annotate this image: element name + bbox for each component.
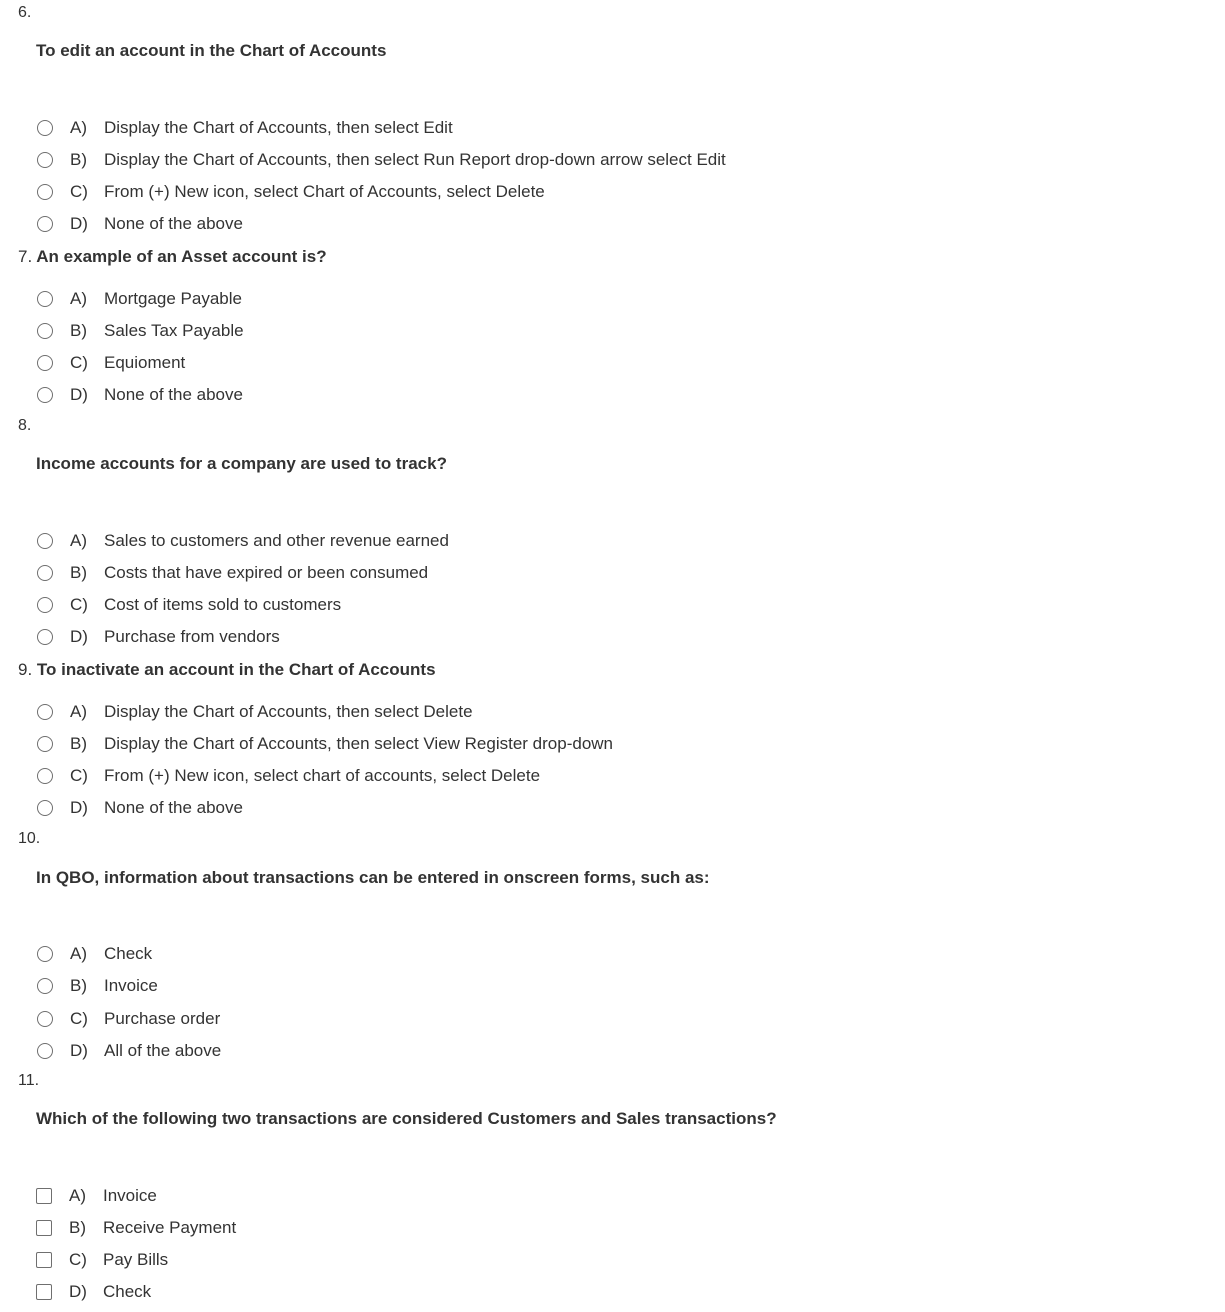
answer-option[interactable] <box>36 148 726 172</box>
option-letter: D) <box>70 385 88 404</box>
option-label: Display the Chart of Accounts, then select Delete <box>104 702 473 721</box>
option-label: Sales to customers and other revenue earned <box>104 531 449 550</box>
option-label: None of the above <box>104 385 243 404</box>
question-heading <box>18 246 327 268</box>
option-label: Display the Chart of Accounts, then select Run Report drop-down arrow select Edit <box>104 150 726 169</box>
answer-option[interactable] <box>36 974 158 998</box>
answer-option[interactable] <box>36 116 453 140</box>
answer-option[interactable] <box>36 625 280 649</box>
option-label: Purchase from vendors <box>104 627 280 646</box>
option-label: Invoice <box>103 1186 157 1205</box>
radio-button[interactable] <box>37 704 53 720</box>
radio-button[interactable] <box>37 736 53 752</box>
option-letter: B) <box>70 563 87 582</box>
radio-button[interactable] <box>37 533 53 549</box>
checkbox[interactable] <box>36 1188 52 1204</box>
option-letter: B) <box>70 150 87 169</box>
option-letter: D) <box>70 798 88 817</box>
question-text: Which of the following two transactions are considered Customers and Sales transactions? <box>36 1109 777 1128</box>
option-label: Check <box>103 1282 152 1301</box>
answer-option[interactable] <box>36 1184 157 1208</box>
answer-option[interactable] <box>36 1248 168 1272</box>
option-label: All of the above <box>104 1041 222 1060</box>
answer-option[interactable] <box>36 1039 221 1063</box>
option-letter: C) <box>70 1009 88 1028</box>
radio-button[interactable] <box>37 1011 53 1027</box>
answer-option[interactable] <box>36 351 185 375</box>
question-number: 10. <box>18 830 41 847</box>
option-label: Invoice <box>104 976 158 995</box>
radio-button[interactable] <box>37 291 53 307</box>
radio-button[interactable] <box>37 768 53 784</box>
radio-button[interactable] <box>37 216 53 232</box>
question-number: 9. <box>18 660 33 679</box>
option-letter: D) <box>70 1041 88 1060</box>
option-label: None of the above <box>104 214 243 233</box>
answer-option[interactable] <box>36 942 152 966</box>
answer-option[interactable] <box>36 764 540 788</box>
question-number: 7. <box>18 247 33 266</box>
option-label: Cost of items sold to customers <box>104 595 342 614</box>
option-letter: A) <box>69 1186 86 1205</box>
question-text: Income accounts for a company are used to track? <box>36 454 447 473</box>
answer-option[interactable] <box>36 732 613 756</box>
radio-button[interactable] <box>37 978 53 994</box>
option-letter: A) <box>70 118 87 137</box>
option-label: From (+) New icon, select chart of accounts, select Delete <box>104 766 541 785</box>
answer-option[interactable] <box>36 212 243 236</box>
radio-button[interactable] <box>37 800 53 816</box>
checkbox[interactable] <box>36 1252 52 1268</box>
option-letter: C) <box>69 1250 87 1269</box>
option-letter: A) <box>70 702 87 721</box>
question-text: In QBO, information about transactions can be entered in onscreen forms, such as: <box>36 868 710 887</box>
option-label: Purchase order <box>104 1009 221 1028</box>
answer-option[interactable] <box>36 796 243 820</box>
option-label: Receive Payment <box>103 1218 237 1237</box>
option-label: Display the Chart of Accounts, then select Edit <box>104 118 453 137</box>
radio-button[interactable] <box>37 629 53 645</box>
option-letter: B) <box>70 734 87 753</box>
option-label: From (+) New icon, select Chart of Accounts, select Delete <box>104 182 545 201</box>
question-number: 8. <box>18 417 32 434</box>
question-text: An example of an Asset account is? <box>36 247 327 266</box>
radio-button[interactable] <box>37 184 53 200</box>
answer-option[interactable] <box>36 383 243 407</box>
option-letter: C) <box>70 182 88 201</box>
option-letter: D) <box>70 627 88 646</box>
radio-button[interactable] <box>37 355 53 371</box>
answer-option[interactable] <box>36 561 428 585</box>
answer-option[interactable] <box>36 1007 220 1031</box>
option-letter: C) <box>70 766 88 785</box>
answer-option[interactable] <box>36 1216 236 1240</box>
radio-button[interactable] <box>37 565 53 581</box>
answer-option[interactable] <box>36 287 242 311</box>
radio-button[interactable] <box>37 323 53 339</box>
option-label: Display the Chart of Accounts, then select View Register drop-down <box>104 734 614 753</box>
answer-option[interactable] <box>36 529 449 553</box>
answer-option[interactable] <box>36 180 545 204</box>
option-letter: B) <box>69 1218 86 1237</box>
answer-option[interactable] <box>36 1280 151 1304</box>
question-number: 11. <box>18 1072 40 1089</box>
radio-button[interactable] <box>37 946 53 962</box>
option-label: Pay Bills <box>103 1250 169 1269</box>
answer-option[interactable] <box>36 319 244 343</box>
radio-button[interactable] <box>37 120 53 136</box>
option-letter: C) <box>70 353 88 372</box>
answer-option[interactable] <box>36 593 341 617</box>
checkbox[interactable] <box>36 1284 52 1300</box>
option-label: None of the above <box>104 798 243 817</box>
option-letter: B) <box>70 321 87 340</box>
question-text: To edit an account in the Chart of Accounts <box>36 41 387 60</box>
option-label: Equioment <box>104 353 186 372</box>
option-letter: D) <box>70 214 88 233</box>
option-letter: D) <box>69 1282 87 1301</box>
checkbox[interactable] <box>36 1220 52 1236</box>
option-label: Sales Tax Payable <box>104 321 244 340</box>
question-heading <box>18 659 436 681</box>
answer-option[interactable] <box>36 700 473 724</box>
option-label: Mortgage Payable <box>104 289 242 308</box>
radio-button[interactable] <box>37 597 53 613</box>
option-letter: C) <box>70 595 88 614</box>
option-letter: A) <box>70 289 87 308</box>
question-number: 6. <box>18 4 32 21</box>
option-letter: B) <box>70 976 87 995</box>
option-label: Costs that have expired or been consumed <box>104 563 429 582</box>
radio-button[interactable] <box>37 1043 53 1059</box>
option-label: Check <box>104 944 153 963</box>
radio-button[interactable] <box>37 387 53 403</box>
question-text: To inactivate an account in the Chart of Accounts <box>36 660 436 679</box>
radio-button[interactable] <box>37 152 53 168</box>
option-letter: A) <box>70 531 87 550</box>
option-letter: A) <box>70 944 87 963</box>
